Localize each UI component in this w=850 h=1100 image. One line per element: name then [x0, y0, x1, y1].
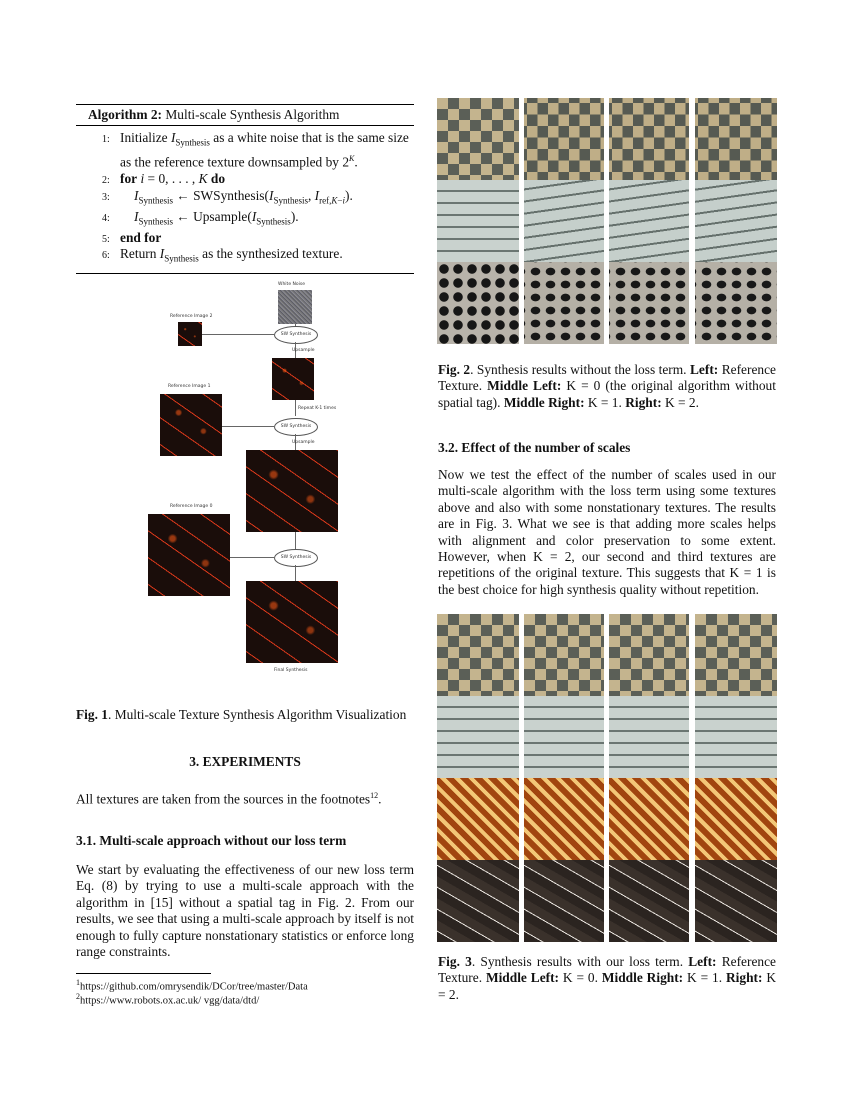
algorithm-title: Algorithm 2: Multi-scale Synthesis Algorithm [76, 105, 414, 126]
sw-synthesis-node-3: SW Synthesis [274, 549, 318, 567]
fig3-waffle-k0 [524, 778, 604, 860]
algorithm-line-1b: as the reference texture downsampled by $2^K$. [120, 154, 358, 170]
fig3-checker-k2 [695, 614, 777, 696]
fig2-checker-k2 [695, 98, 777, 180]
fig3-cracks-k0 [524, 860, 604, 942]
reference-image-1-label: Reference Image 1 [168, 384, 211, 389]
white-noise-image [278, 290, 312, 324]
fig2-checker-k0 [524, 98, 604, 180]
fig2-bricks-k1 [609, 180, 689, 262]
reference-image-2-label: Reference Image 2 [170, 314, 213, 319]
fig2-holes-reference [437, 262, 519, 344]
fig3-checker-k0 [524, 614, 604, 696]
section-3-heading: 3. EXPERIMENTS [189, 754, 301, 769]
reference-image-2 [178, 322, 202, 346]
algorithm-line-4: 4: $I_{Synthesis}$ ← $Upsample(I_{Synthesis})$. [102, 208, 299, 227]
fig2-bricks-reference [437, 180, 519, 262]
fig1-caption: Fig. 1. Multi-scale Texture Synthesis Algorithm Visualization [76, 707, 407, 722]
fig3-bricks-k1 [609, 696, 689, 778]
reference-image-0 [148, 514, 230, 596]
algorithm-line-6: 6: Return $I_{Synthesis}$ as the synthesized texture. [102, 246, 343, 265]
upsample-label-2: Upsample [292, 440, 315, 445]
fig3-checker-reference [437, 614, 519, 696]
experiments-intro: All textures are taken from the sources in the footnotes$^{12}$. [76, 791, 382, 807]
final-synthesis-image [246, 581, 338, 663]
sw-synthesis-node-2: SW Synthesis [274, 418, 318, 436]
fig2-holes-k2 [695, 262, 777, 344]
section-3-1-paragraph: We start by evaluating the effectiveness of our new loss term Eq. (8) by trying to use a multi-scale approach with the algorithm in [15] without a spatial tag in Fig. 2. From our results, we see that using a multi-scale approach by itself is not enough to fully capture nonstationary statistics or enforce long range constraints. [76, 862, 414, 960]
fig3-texture-grid [437, 614, 777, 942]
fig2-bricks-k0 [524, 180, 604, 262]
fig3-waffle-reference [437, 778, 519, 860]
fig3-checker-k1 [609, 614, 689, 696]
fig3-waffle-k1 [609, 778, 689, 860]
fig2-bricks-k2 [695, 180, 777, 262]
reference-image-0-label: Reference Image 0 [170, 504, 213, 509]
fig3-cracks-k2 [695, 860, 777, 942]
algorithm-line-3: 3: $I_{Synthesis}$ ← $SWSynthesis(I_{Synthesis}$, $I_{ref,K-i}$). [102, 187, 353, 206]
fig2-texture-grid [437, 98, 777, 344]
fig2-holes-k0 [524, 262, 604, 344]
fig2-checker-reference [437, 98, 519, 180]
fig2-caption: Fig. 2. Synthesis results without the loss term. Left: Reference Texture. Middle Left: K = 0 (the original algorithm without spatial tag). Middle Right: K = 1. Right: K = 2. [438, 362, 776, 410]
fig2-holes-k1 [609, 262, 689, 344]
section-3-2-heading: 3.2. Effect of the number of scales [438, 440, 631, 455]
upsample-label-1: Upsample [292, 348, 315, 353]
upsampled-image-1 [272, 358, 314, 400]
flow-diagram [140, 276, 350, 676]
footnote-1: $^1$https://github.com/omrysendik/DCor/tree/master/Data [76, 978, 308, 993]
upsampled-image-2 [246, 450, 338, 532]
fig3-caption: Fig. 3. Synthesis results with our loss term. Left: Reference Texture. Middle Left: K = 0. Middle Right: K = 1. Right: K = 2. [438, 954, 777, 1002]
algorithm-line-5: 5: end for [102, 229, 162, 245]
footnote-2: $^2$https://www.robots.ox.ac.uk/ vgg/data/dtd/ [76, 992, 260, 1007]
fig3-cracks-k1 [609, 860, 689, 942]
fig3-cracks-reference [437, 860, 519, 942]
section-3-2-paragraph: Now we test the effect of the number of scales used in our multi-scale algorithm with the loss term using some textures above and also with some nonstationary textures. The results are in Fig. 3. What we see is that adding more scales helps with alignment and color preservation to some extent. However, when K = 2, our second and third textures are repetitions of the original texture. This suggests that K = 1 is the best choice for high synthesis quality without repetition. [438, 467, 776, 597]
section-3-1-heading: 3.1. Multi-scale approach without our loss term [76, 833, 347, 848]
algorithm-line-2: 2: for i = 0, . . . , K do [102, 171, 226, 187]
white-noise-label: White Noise [278, 282, 305, 287]
algorithm-line-1: 1: Initialize $I_{Synthesis}$ as a white noise that is the same size [102, 130, 409, 148]
sw-synthesis-node-1: SW Synthesis [274, 326, 318, 344]
fig2-checker-k1 [609, 98, 689, 180]
algorithm-box [76, 104, 414, 274]
fig3-waffle-k2 [695, 778, 777, 860]
fig3-bricks-k0 [524, 696, 604, 778]
final-synthesis-label: Final Synthesis [274, 668, 308, 673]
reference-image-1 [160, 394, 222, 456]
repeat-label: Repeat K-1 times [298, 406, 337, 411]
fig3-bricks-k2 [695, 696, 777, 778]
fig3-bricks-reference [437, 696, 519, 778]
